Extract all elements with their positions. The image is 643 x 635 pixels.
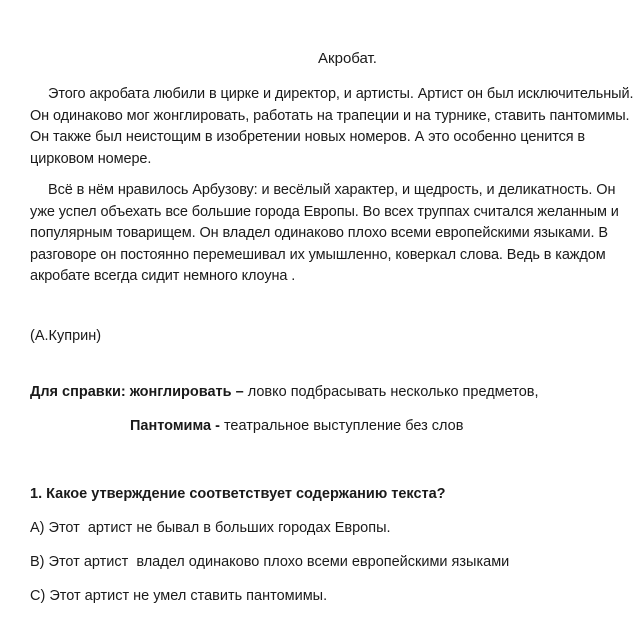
- answer-option-c: С) Этот артист не умел ставить пантомимы.: [30, 588, 328, 604]
- reference-term-definition: театральное выступление без слов: [219, 418, 464, 434]
- answer-option-a: А) Этот артист не бывал в больших городах Европы.: [30, 520, 391, 536]
- reference-term-definition: ловко подбрасывать несколько предметов,: [243, 384, 539, 400]
- paragraph-1: Этого акробата любили в цирке и директор, и артисты. Артист он был исключительный. Он одинаково мог жонглировать, работать на трапеции и на турнике, ставить пантомимы. Он также был неистощим в изобретении новых номеров. А это особенно ценится в цирковом номере.: [30, 86, 634, 167]
- answer-option-b: В) Этот артист владел одинаково плохо всеми европейскими языками: [30, 554, 510, 570]
- reference-note-pantomime: [130, 418, 463, 434]
- reference-term-label: Для справки: жонглировать –: [30, 384, 244, 400]
- reference-term-label: Пантомима -: [130, 418, 220, 434]
- author-attribution: (А.Куприн): [30, 328, 102, 344]
- question-text: 1. Какое утверждение соответствует содержанию текста?: [30, 486, 446, 502]
- reference-note-juggle: [30, 384, 539, 400]
- paragraph-2: Всё в нём нравилось Арбузову: и весёлый характер, и щедрость, и деликатность. Он уже успел объехать все большие города Европы. Во всех труппах считался желанным и популярным товарищем. Он владел одинаково плохо всеми европейскими языками. В разговоре он постоянно перемешивал их умышленно, коверкал слова. Ведь в каждом акробате всегда сидит немного клоуна .: [30, 182, 619, 284]
- document-title: Акробат.: [318, 50, 377, 67]
